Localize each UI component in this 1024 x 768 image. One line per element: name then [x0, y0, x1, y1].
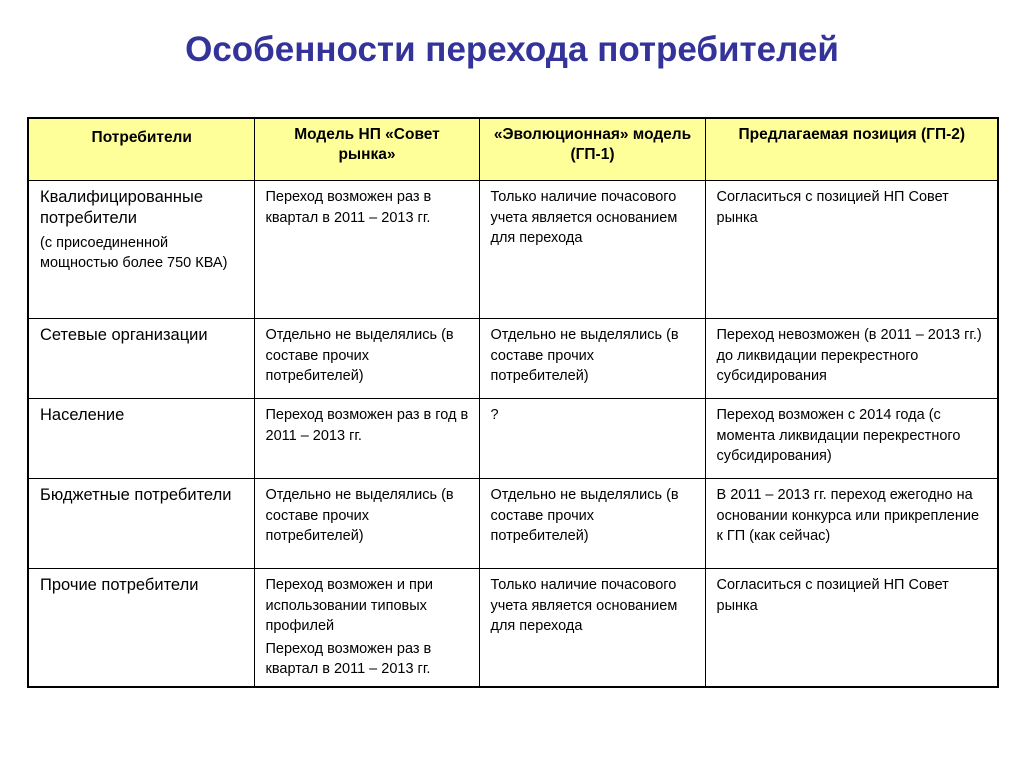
model-np-text: Переход возможен раз в год в 2011 – 2013 гг.	[265, 407, 469, 444]
model-np-text: Переход возможен раз в квартал в 2011 – 2013 гг.	[265, 189, 432, 226]
category-label: Бюджетные потребители	[40, 486, 232, 504]
evolution-cell	[479, 319, 705, 399]
model-np-cell	[254, 181, 479, 319]
table-row	[28, 181, 998, 319]
comparison-table	[27, 117, 999, 688]
category-cell	[28, 569, 254, 688]
category-label: Сетевые организации	[40, 326, 208, 344]
evolution-text: Только наличие почасового учета является основанием для перехода	[490, 577, 678, 634]
proposed-cell	[705, 479, 998, 569]
category-cell	[28, 181, 254, 319]
evolution-cell	[479, 181, 705, 319]
evolution-cell	[479, 479, 705, 569]
table-row	[28, 569, 998, 688]
category-cell	[28, 479, 254, 569]
model-np-text: Переход возможен раз в квартал в 2011 – 2013 гг.	[265, 640, 432, 677]
evolution-text: ?	[490, 407, 499, 423]
model-np-cell	[254, 399, 479, 479]
evolution-text: Отдельно не выделялись (в составе прочих потребителей)	[490, 327, 679, 384]
slide-title: Особенности перехода потребителей	[185, 30, 839, 69]
category-label: Население	[40, 406, 125, 424]
category-label: Квалифицированные потребители	[40, 188, 204, 227]
table-row	[28, 479, 998, 569]
model-np-text: Отдельно не выделялись (в составе прочих потребителей)	[265, 327, 454, 384]
proposed-text: Согласиться с позицией НП Совет рынка	[716, 189, 949, 226]
proposed-text: Переход невозможен (в 2011 – 2013 гг.) до ликвидации перекрестного субсидирования	[716, 327, 982, 384]
evolution-cell	[479, 399, 705, 479]
model-np-text: Переход возможен и при использовании типовых профилей	[265, 577, 434, 634]
model-np-cell	[254, 569, 479, 688]
header-proposed-position: Предлагаемая позиция (ГП-2)	[705, 118, 998, 181]
evolution-text: Отдельно не выделялись (в составе прочих потребителей)	[490, 487, 679, 544]
header-model-np: Модель НП «Совет рынка»	[254, 118, 479, 181]
table-row	[28, 319, 998, 399]
evolution-text: Только наличие почасового учета является основанием для перехода	[490, 189, 678, 246]
proposed-text: Согласиться с позицией НП Совет рынка	[716, 577, 949, 614]
evolution-cell	[479, 569, 705, 688]
proposed-text: Переход возможен с 2014 года (с момента ликвидации перекрестного субсидирования)	[716, 407, 961, 464]
table-header-row	[28, 118, 998, 181]
model-np-cell	[254, 319, 479, 399]
category-label: Прочие потребители	[40, 576, 199, 594]
category-note: (с присоединенной мощностью более 750 КВА)	[40, 235, 228, 271]
model-np-cell	[254, 479, 479, 569]
proposed-cell	[705, 181, 998, 319]
table-row	[28, 399, 998, 479]
header-consumers: Потребители	[28, 118, 254, 181]
proposed-cell	[705, 319, 998, 399]
category-cell	[28, 399, 254, 479]
model-np-text: Отдельно не выделялись (в составе прочих потребителей)	[265, 487, 454, 544]
header-evolution-model: «Эволюционная» модель (ГП-1)	[479, 118, 705, 181]
proposed-text: В 2011 – 2013 гг. переход ежегодно на основании конкурса или прикрепление к ГП (как сейчас)	[716, 487, 980, 544]
category-cell	[28, 319, 254, 399]
proposed-cell	[705, 399, 998, 479]
proposed-cell	[705, 569, 998, 688]
